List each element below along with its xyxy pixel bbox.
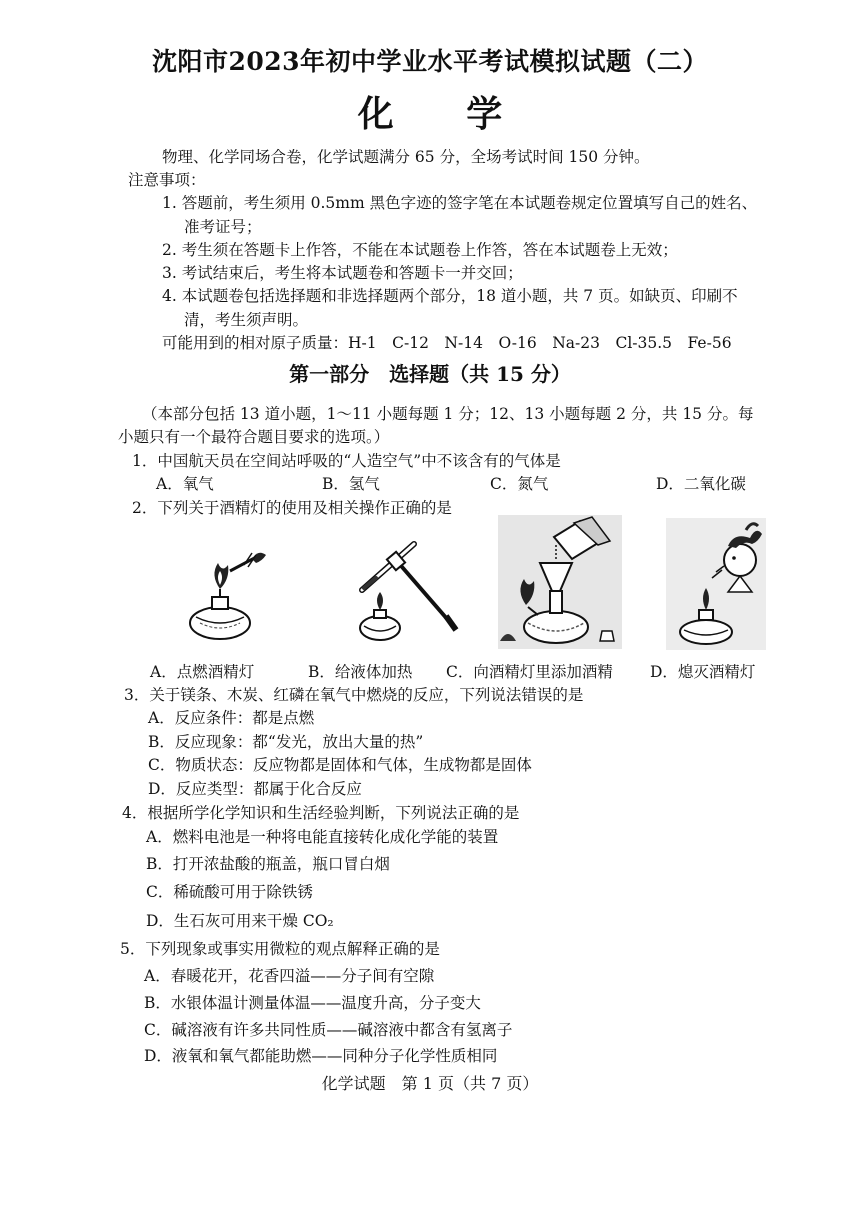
notice-item: 1. 答题前，考生须用 0.5mm 黑色字迹的签字笔在本试题卷规定位置填写自己的姓名、 [162,194,758,212]
option-d: D．二氧化碳 [656,475,746,493]
question-stem: 3．关于镁条、木炭、红磷在氧气中燃烧的反应，下列说法错误的是 [124,686,584,704]
figure-caption-b: B．给液体加热 [308,663,413,681]
option-a: A．反应条件：都是点燃 [148,709,315,727]
option-d: D．生石灰可用来干燥 CO₂ [146,912,334,930]
option-b: B．水银体温计测量体温——温度升高，分子变大 [144,994,481,1012]
question-stem: 4．根据所学化学知识和生活经验判断，下列说法正确的是 [122,804,520,822]
section-desc: （本部分包括 13 道小题，1～11 小题每题 1 分；12、13 小题每题 2 分，共 15 分。每 [142,405,754,423]
question-stem: 1．中国航天员在空间站呼吸的“人造空气”中不该含有的气体是 [132,452,561,470]
notice-item: 2. 考生须在答题卡上作答，不能在本试题卷上作答，答在本试题卷上无效； [162,241,678,259]
option-b: B．氢气 [322,475,380,493]
figure-extinguishing-lamp [666,518,766,650]
section-desc: 小题只有一个最符合题目要求的选项。） [118,428,390,446]
option-a: A．氧气 [156,475,214,493]
option-c: C．氮气 [490,475,549,493]
notice-heading: 注意事项： [128,171,206,189]
option-c: C．稀硫酸可用于除铁锈 [146,883,313,901]
exam-title: 沈阳市2023年初中学业水平考试模拟试题（二） [151,47,709,76]
notice-item: 3. 考试结束后，考生将本试题卷和答题卡一并交回； [162,264,523,282]
atomic-mass-line: 可能用到的相对原子质量：H-1 C-12 N-14 O-16 Na-23 Cl-35.5 Fe-56 [162,334,732,352]
option-c: C．碱溶液有许多共同性质——碱溶液中都含有氢离子 [144,1021,513,1039]
option-d: D．液氧和氧气都能助燃——同种分子化学性质相同 [144,1047,498,1065]
option-b: B．反应现象：都“发光，放出大量的热” [148,733,424,751]
figure-caption-c: C．向酒精灯里添加酒精 [446,663,613,681]
figure-lighting-lamp [182,545,282,645]
figure-adding-alcohol [498,515,622,649]
question-stem: 5．下列现象或事实用微粒的观点解释正确的是 [120,940,440,958]
section-title: 第一部分 选择题（共 15 分） [289,362,571,386]
figure-heating-liquid [352,538,462,648]
option-d: D．反应类型：都属于化合反应 [148,780,362,798]
page-footer: 化学试题 第 1 页（共 7 页） [321,1074,539,1093]
question-stem: 2．下列关于酒精灯的使用及相关操作正确的是 [132,499,452,517]
intro-text: 物理、化学同场合卷，化学试题满分 65 分，全场考试时间 150 分钟。 [162,148,650,166]
option-c: C．物质状态：反应物都是固体和气体，生成物都是固体 [148,756,532,774]
option-b: B．打开浓盐酸的瓶盖，瓶口冒白烟 [146,855,390,873]
notice-item: 4. 本试题卷包括选择题和非选择题两个部分，18 道小题，共 7 页。如缺页、印刷不 [162,287,738,305]
option-a: A．燃料电池是一种将电能直接转化成化学能的装置 [146,828,499,846]
option-a: A．春暖花开，花香四溢——分子间有空隙 [144,967,435,985]
subject-title: 化 学 [357,93,533,135]
notice-item: 准考证号； [184,218,262,236]
notice-item: 清，考生须声明。 [184,311,309,329]
figure-caption-d: D．熄灭酒精灯 [650,663,756,681]
figure-caption-a: A．点燃酒精灯 [150,663,255,681]
